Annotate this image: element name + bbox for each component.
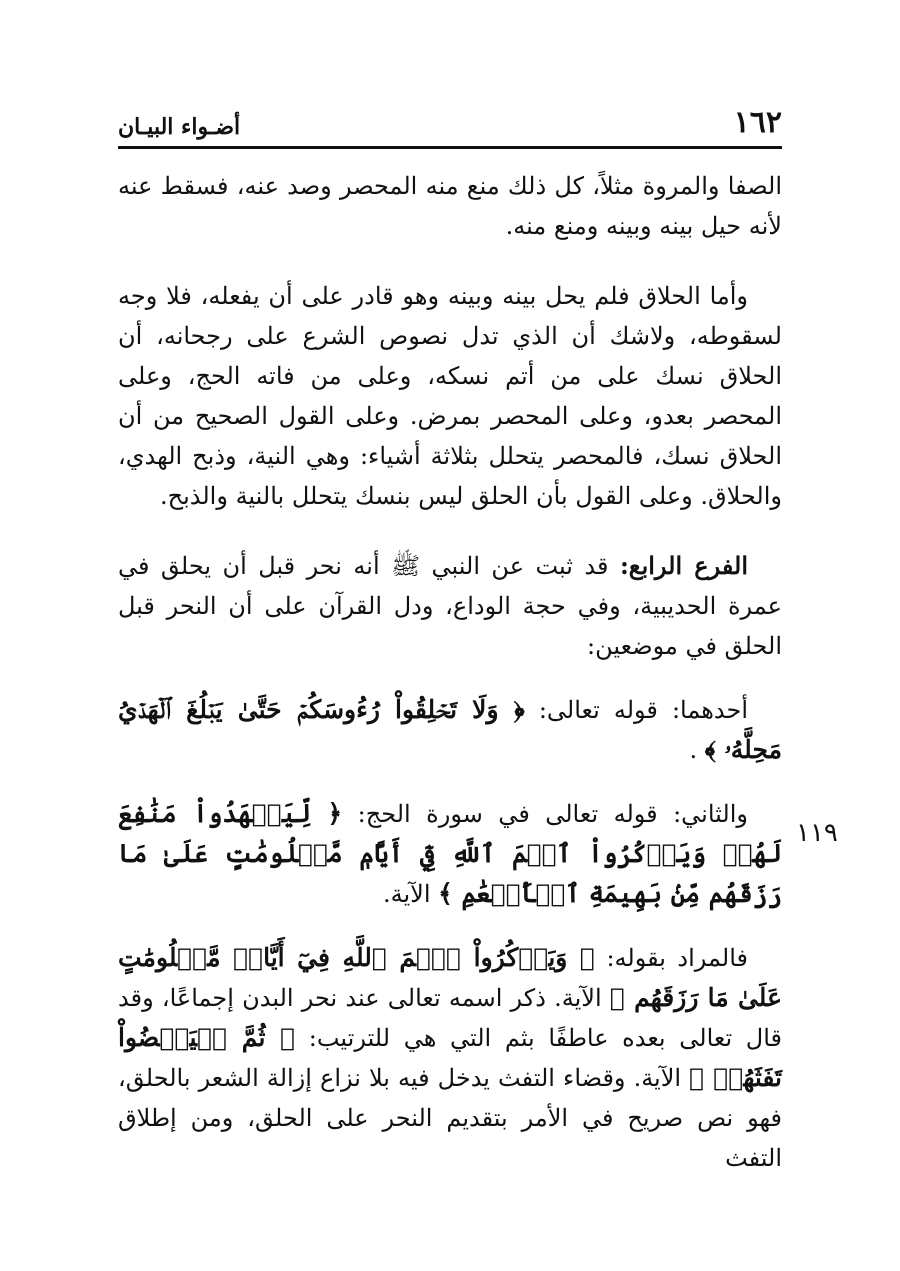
margin-reference-number: ١١٩ [796, 818, 838, 848]
paragraph-text: الآية. ذكر اسمه تعالى عند نحر البدن إجماعًا، وقد قال تعالى بعده عاطفًا بثم التي هي للترتيب: [118, 984, 782, 1052]
quran-verse: ﴿ وَيَذۡكُرُواْ ٱسۡمَ ٱللَّهِ فِيٓ أَيَّامٖ مَّعۡلُومَٰتٍ عَلَىٰ مَا رَزَقَهُم ﴾ [118, 943, 782, 1012]
section-heading: الفرع الرابع: [619, 551, 748, 580]
paragraph-shaving: وأما الحلاق فلم يحل بينه وبينه وهو قادر على أن يفعله، فلا وجه لسقوطه، ولاشك أن الذي تدل نصوص الشرع على رجحانه، أن الحلاق نسك على من أتم نسكه، وعلى من فاته الحج، وعلى المحصر بعدو، وعلى المحصر بمرض. وعلى القول الصحيح من أن الحلاق نسك، فالمحصر يتحلل بثلاثة أشياء: وهي النية، وذبح الهدي، والحلاق. وعلى القول بأن الحلق ليس بنسك يتحلل بالنية والذبح. [118, 282, 782, 510]
paragraph-text: الآية. وقضاء التفث يدخل فيه بلا نزاع إزالة الشعر بالحلق، فهو نص صريح في الأمر بتقديم النحر على الحلق، ومن إطلاق التفث [118, 1064, 782, 1172]
paragraph-text: أحدهما: قوله تعالى: [538, 696, 748, 724]
header-rule [118, 146, 782, 149]
page-number: ١٦٢ [733, 105, 782, 140]
paragraph-text: فالمراد بقوله: [606, 944, 748, 972]
paragraph-first-place [118, 690, 782, 770]
paragraph-fourth-branch [118, 546, 782, 666]
paragraph-meaning [118, 938, 782, 1178]
body-text [118, 166, 782, 1178]
book-title: أضـواء البيـان [118, 114, 241, 140]
paragraph-second-place [118, 794, 782, 914]
paragraph-text: الآية. [382, 880, 431, 908]
paragraph-continuation: الصفا والمروة مثلاً، كل ذلك منع منه المحصر وصد عنه، فسقط عنه لأنه حيل بينه وبينه ومنع منه. [118, 172, 782, 240]
paragraph-text: قد ثبت عن النبي ﷺ أنه نحر قبل أن يحلق في عمرة الحديبية، وفي حجة الوداع، ودل القرآن على أن النحر قبل الحلق في موضعين: [118, 552, 782, 660]
paragraph-text: . [689, 736, 698, 764]
running-header [118, 104, 782, 144]
quran-verse: ﴿ لِّيَشۡهَدُواْ مَنَٰفِعَ لَهُمۡ وَيَذۡكُرُواْ ٱسۡمَ ٱللَّهِ فِيٓ أَيَّامٖ مَّعۡلُومَٰتٍ عَلَىٰ مَا رَزَقَهُم مِّنۢ بَهِيمَةِ ٱلۡأَنۡعَٰمِ ﴾ [118, 799, 782, 908]
paragraph-text: والثاني: قوله تعالى في سورة الحج: [357, 800, 748, 828]
quran-verse: ﴿ وَلَا تَحۡلِقُواْ رُءُوسَكُمۡ حَتَّىٰ يَبۡلُغَ ٱلۡهَدۡيُ مَحِلَّهُۥ ﴾ [118, 695, 782, 764]
quran-verse: ﴿ ثُمَّ لۡيَقۡضُواْ تَفَثَهُمۡ ﴾ [118, 1023, 782, 1092]
